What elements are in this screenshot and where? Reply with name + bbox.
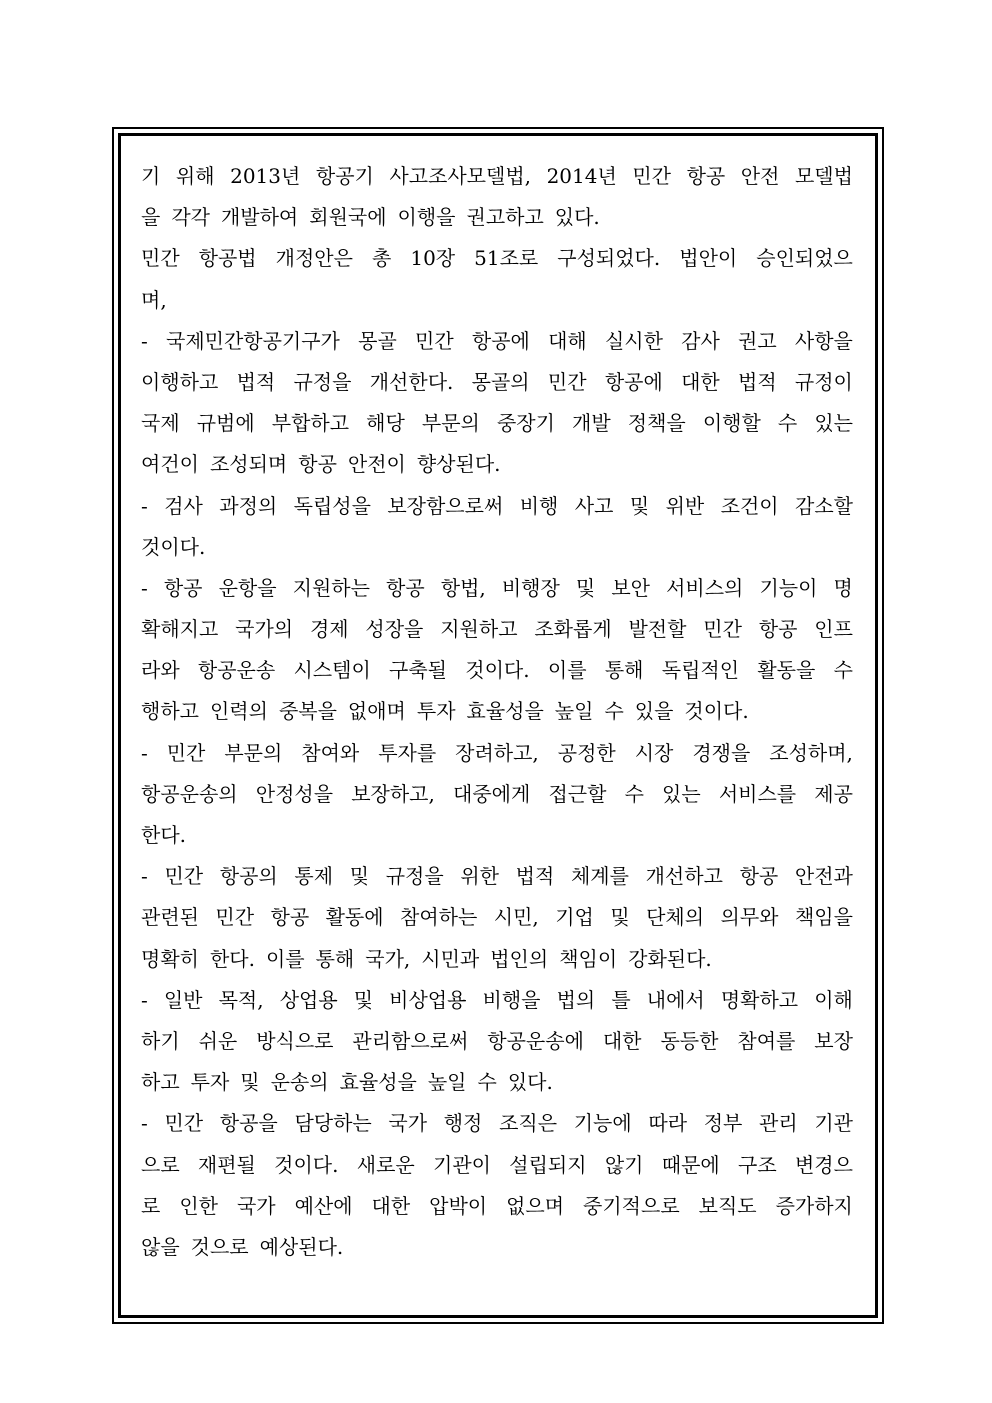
text-line: - 일반 목적, 상업용 및 비상업용 비행을 법의 틀 내에서 명확하고 이해 [141,987,853,1012]
text-line: 명확히 한다. 이를 통해 국가, 시민과 법인의 책임이 강화된다. [141,946,712,971]
text-line: 행하고 인력의 중복을 없애며 투자 효율성을 높일 수 있을 것이다. [141,699,749,724]
text-line: 이행하고 법적 규정을 개선한다. 몽골의 민간 항공에 대한 법적 규정이 [141,369,853,394]
text-line: 것이다. [141,534,206,559]
text-line: 확해지고 국가의 경제 성장을 지원하고 조화롭게 발전할 민간 항공 인프 [141,617,853,642]
text-line: 기 위해 2013년 항공기 사고조사모델법, 2014년 민간 항공 안전 모델법 [141,164,853,188]
text-line: - 민간 부문의 참여와 투자를 장려하고, 공정한 시장 경쟁을 조성하며, [141,740,853,765]
text-line: 하고 투자 및 운송의 효율성을 높일 수 있다. [141,1070,553,1095]
text-line: 라와 항공운송 시스템이 구축될 것이다. 이를 통해 독립적인 활동을 수 [141,658,853,683]
text-line: 항공운송의 안정성을 보장하고, 대중에게 접근할 수 있는 서비스를 제공 [141,781,853,806]
text-line: 을 각각 개발하여 회원국에 이행을 권고하고 있다. [141,205,600,230]
text-line: 하기 쉬운 방식으로 관리함으로써 항공운송에 대한 동등한 참여를 보장 [141,1028,853,1053]
text-line: 민간 항공법 개정안은 총 10장 51조로 구성되었다. 법안이 승인되었으 [141,246,853,271]
text-line: 여건이 조성되며 항공 안전이 향상된다. [141,452,501,477]
text-line: - 민간 항공의 통제 및 규정을 위한 법적 체계를 개선하고 항공 안전과 [141,864,853,889]
text-line: - 항공 운항을 지원하는 항공 항법, 비행장 및 보안 서비스의 기능이 명 [141,575,853,600]
text-line: 관련된 민간 항공 활동에 참여하는 시민, 기업 및 단체의 의무와 책임을 [141,905,853,930]
text-line: 며, [141,287,167,312]
text-line: - 국제민간항공기구가 몽골 민간 항공에 대해 실시한 감사 권고 사항을 [141,328,853,353]
text-line: 않을 것으로 예상된다. [141,1234,344,1259]
text-line: 로 인한 국가 예산에 대한 압박이 없으며 중기적으로 보직도 증가하지 [141,1193,853,1218]
text-line: 국제 규범에 부합하고 해당 부문의 중장기 개발 정책을 이행할 수 있는 [141,411,853,436]
text-line: - 민간 항공을 담당하는 국가 행정 조직은 기능에 따라 정부 관리 기관 [141,1111,853,1136]
document-body [141,156,853,1268]
text-line: 으로 재편될 것이다. 새로운 기관이 설립되지 않기 때문에 구조 변경으 [141,1152,853,1177]
text-line: 한다. [141,823,186,847]
text-line: - 검사 과정의 독립성을 보장함으로써 비행 사고 및 위반 조건이 감소할 [141,493,853,518]
